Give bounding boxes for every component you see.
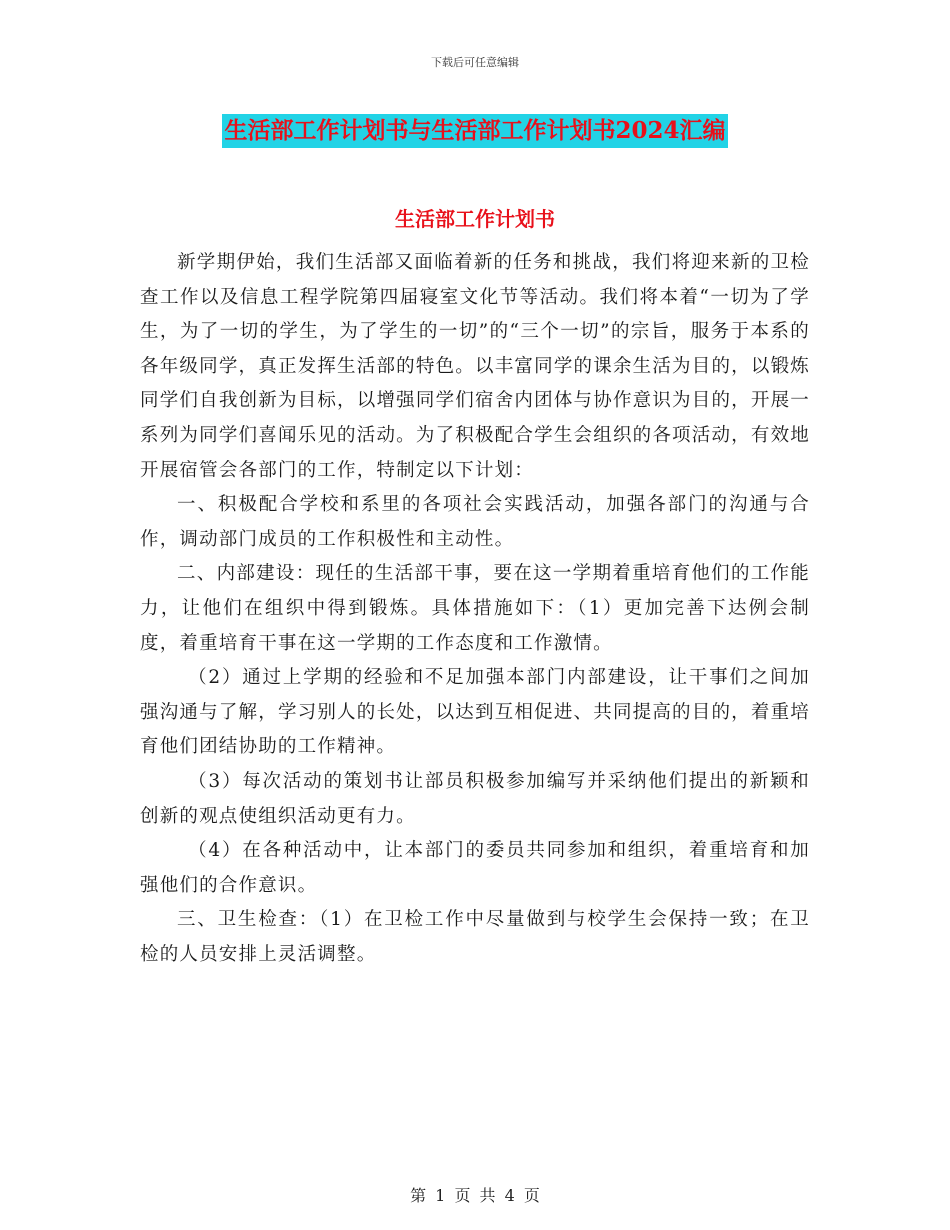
page-footer: 第 1 页 共 4 页 xyxy=(410,1186,540,1205)
main-title: 生活部工作计划书与生活部工作计划书2024汇编 xyxy=(222,114,727,148)
paragraph: （2）通过上学期的经验和不足加强本部门内部建设，让干事们之间加强沟通与了解，学习别人的长处，以达到互相促进、共同提高的目的，着重培育他们团结协助的工作精神。 xyxy=(140,667,810,758)
header-note: 下载后可任意编辑 xyxy=(431,56,519,69)
document-body xyxy=(140,246,810,972)
paragraph: 新学期伊始，我们生活部又面临着新的任务和挑战，我们将迎来新的卫检查工作以及信息工程学院第四届寝室文化节等活动。我们将本着“一切为了学生，为了一切的学生，为了学生的一切”的“三个一切”的宗旨，服务于本系的各年级同学，真正发挥生活部的特色。以丰富同学的课余生活为目的，以锻炼同学们自我创新为目标，以增强同学们宿舍内团体与协作意识为目的，开展一系列为同学们喜闻乐见的活动。为了积极配合学生会组织的各项活动，有效地开展宿管会各部门的工作，特制定以下计划： xyxy=(140,252,810,481)
main-title-container xyxy=(0,114,950,148)
paragraph: （4）在各种活动中，让本部门的委员共同参加和组织，着重培育和加强他们的合作意识。 xyxy=(140,840,810,896)
paragraph: 三、卫生检查：（1）在卫检工作中尽量做到与校学生会保持一致；在卫检的人员安排上灵活调整。 xyxy=(140,909,810,965)
paragraph: 二、内部建设：现任的生活部干事，要在这一学期着重培育他们的工作能力，让他们在组织中得到锻炼。具体措施如下：（1）更加完善下达例会制度，着重培育干事在这一学期的工作态度和工作激情。 xyxy=(140,563,810,654)
section-title: 生活部工作计划书 xyxy=(395,207,555,231)
paragraph: （3）每次活动的策划书让部员积极参加编写并采纳他们提出的新颖和创新的观点使组织活动更有力。 xyxy=(140,770,810,827)
paragraph: 一、积极配合学校和系里的各项社会实践活动，加强各部门的沟通与合作，调动部门成员的工作积极性和主动性。 xyxy=(140,494,810,550)
